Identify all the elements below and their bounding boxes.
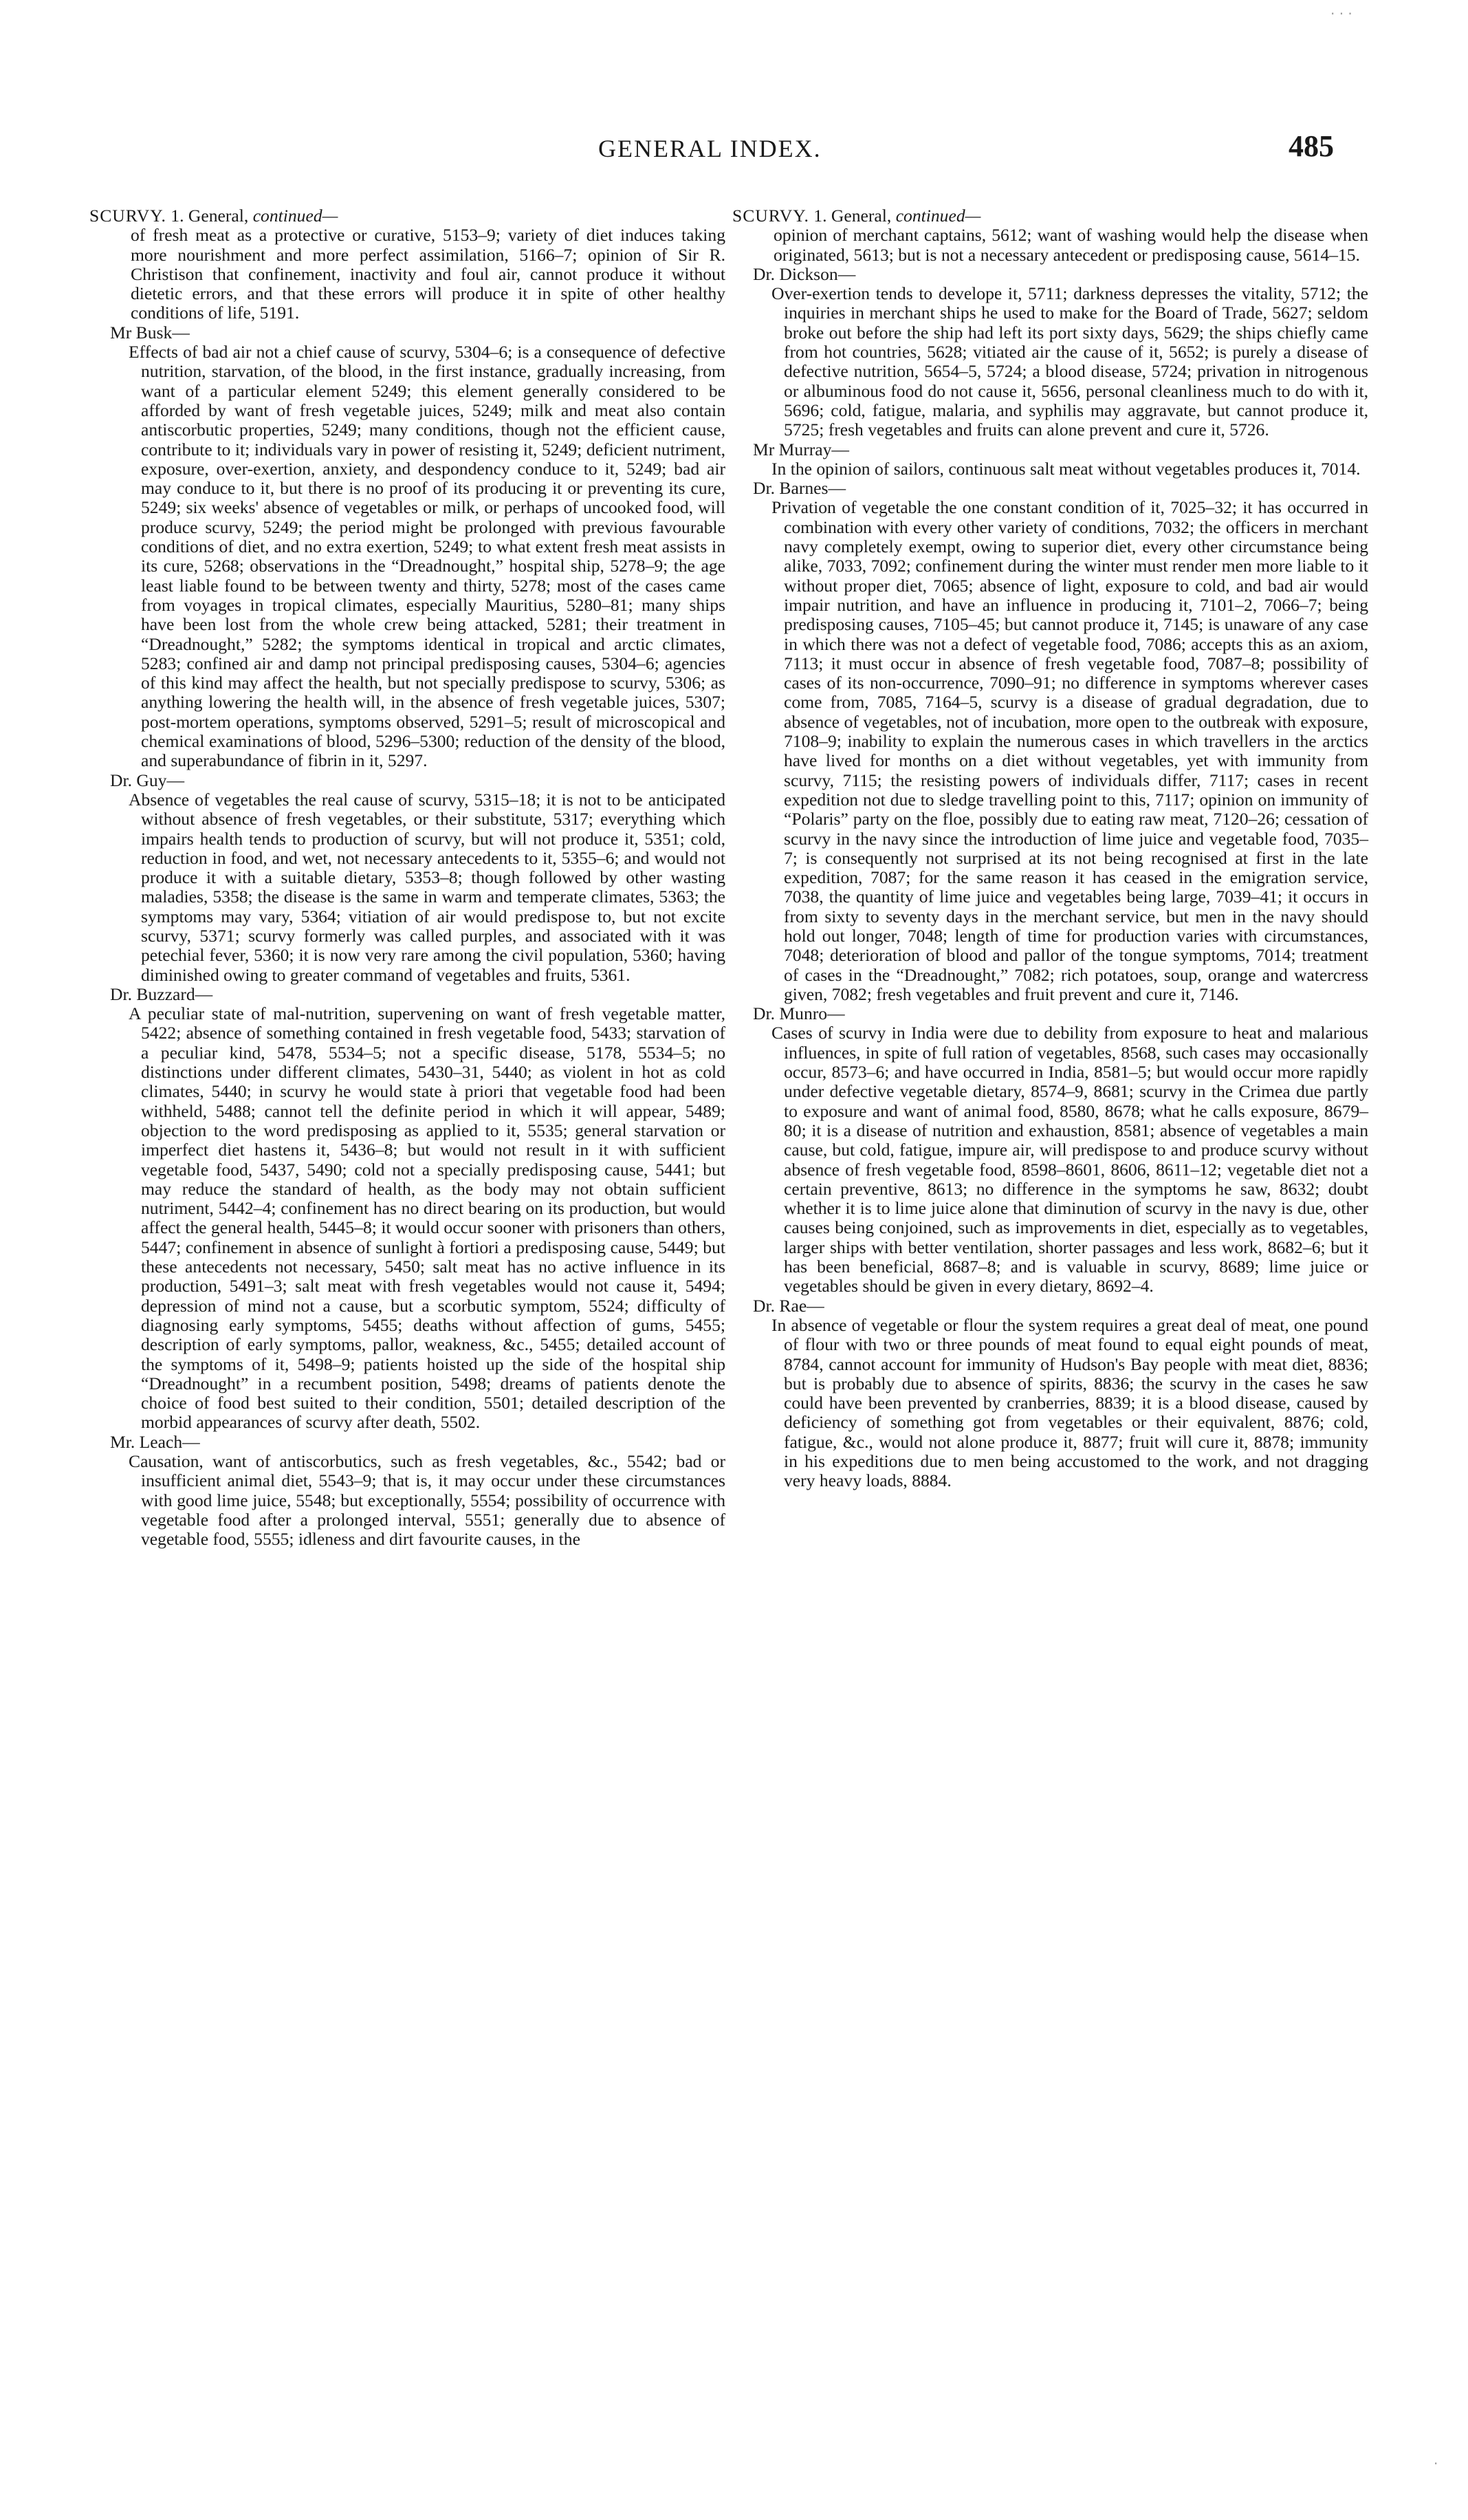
witness-heading: Mr Busk— [110,322,190,343]
topic-number: 1. General, [171,206,249,226]
witness-paragraph: Effects of bad air not a chief cause of scurvy, 5304–6; is a consequence of defective nutrition, starvation, of the blood, in the first instance, gradually increasing, from want of a particular element 5249; this element generally considered to be afforded by want of fresh vegetable juices, 5249; milk and meat also contain antiscorbutic properties, 5249; many conditions, though not the efficient cause, contribute to it; individuals vary in power of resisting it, 5249; deficient nutriment, exposure, over-exertion, anxiety, and despondency conduce to it, 5249; bad air may conduce to it, but there is no proof of its producing it or preventing its cure, 5249; six weeks' absence of vegetables or milk, or perhaps of uncooked food, will produce scurvy, 5249; the period might be prolonged with previous favourable conditions of diet, and no extra exertion, 5249; to what extent fresh meat assists in its cure, 5268; observations in the “Dreadnought,” hospital ship, 5278–9; the age least liable found to be between twenty and thirty, 5278; most of the cases came from voyages in tropical climates, especially Mauritius, 5280–81; many ships have been lost from the whole crew being attacked, 5281; their treatment in “Dreadnought,” 5282; the symptoms identical in tropical and arctic climates, 5283; confined air and damp not principal predisposing causes, 5304–6; agencies of this kind may affect the health, but not specially predispose to scurvy, 5306; as anything lowering the health will, in the absence of fresh vegetable juices, 5307; post-mortem operations, symptoms observed, 5291–5; result of microscopical and chemical examinations of blood, 5296–5300; reduction of the density of the blood, and superabundance of fibrin in it, 5297. [129,342,725,771]
witness-paragraph: In the opinion of sailors, continuous salt meat without vegetables produces it, 7014. [771,458,1361,479]
right-column [732,206,1368,1491]
witness-heading: Dr. Dickson— [753,263,856,284]
topic-continued: continued— [252,206,338,226]
topic-name: SCURVY. [732,206,809,226]
page-header [0,129,1468,175]
witness-heading: Dr. Buzzard— [110,984,213,1004]
witness-heading: Dr. Barnes— [753,478,846,499]
witness-heading: Mr Murray— [753,439,850,459]
opening-paragraph: of fresh meat as a protective or curative, 5153–9; variety of diet induces taking more nourishment and more perfect assimilation, 5166–7; opinion of Sir R. Christison that confinement, inactivity and foul air, cannot produce it without dietetic errors, and that these errors will produce it in spite of other healthy conditions of life, 5191. [131,225,725,323]
topic-heading [89,206,725,226]
topic-name: SCURVY. [89,206,166,226]
witness-paragraph: Cases of scurvy in India were due to debility from exposure to heat and malarious influences, in spite of full ration of vegetables, 8568, such cases may occasionally occur, 8573–6; and have occurred in India, 8581–5; but would occur more rapidly under defective vegetable dietary, 8574–9, 8681; scurvy in the Crimea due partly to exposure and want of animal food, 8580, 8678; what he calls exposure, 8679–80; it is a disease of nutrition and exhaustion, 8581; absence of vegetables a main cause, but cold, fatigue, impure air, will predispose to and produce scurvy without absence of fresh vegetable food, 8598–8601, 8606, 8611–12; vegetable diet not a certain preventive, 8613; no difference in the symptoms he saw, 8632; doubt whether it is to lime juice alone that diminution of scurvy in the navy is due, other causes being conjoined, such as improvements in diet, especially as to vegetables, larger ships with better ventilation, shorter passages and less work, 8682–6; but it has been beneficial, 8687–8; and is valuable in scurvy, 8689; lime juice or vegetables should be given in every dietary, 8692–4. [771,1023,1368,1296]
witness-heading: Dr. Rae— [753,1295,824,1316]
witness-paragraph: In absence of vegetable or flour the system requires a great deal of meat, one pound of flour with two or three pounds of meat found to equal eight pounds of meat, 8784, cannot account for immunity of Hudson's Bay people with meat diet, 8836; but is probably due to absence of spirits, 8836; the scurvy in the cases he saw could have been prevented by cranberries, 8839; it is a blood disease, caused by deficiency of something got from vegetables or their equivalent, 8876; cold, fatigue, &c., would not alone produce it, 8877; fruit will cure it, 8878; immunity in his expeditions due to men being accustomed to the work, and not dragging very heavy loads, 8884. [771,1314,1368,1491]
page-number: 485 [1289,129,1334,163]
scan-speckle: · [1434,2455,1438,2472]
opening-paragraph: opinion of merchant captains, 5612; want of washing would help the disease when originated, 5613; but is not a necessary antecedent or predisposing cause, 5614–15. [774,225,1368,265]
witness-paragraph: Privation of vegetable the one constant condition of it, 7025–32; it has occurred in combination with every other variety of conditions, 7032; the officers in merchant navy completely exempt, owing to superior diet, every other circumstance being alike, 7033, 7092; confinement during the winter must render men more liable to it without proper diet, 7065; absence of light, exposure to cold, and bad air would impair nutrition, and have an influence in producing it, 7101–2, 7066–7; being predisposing causes, 7105–45; but cannot produce it, 7145; is unaware of any case in which there was not a defect of vegetable food, 7086; accepts this as an axiom, 7113; it must occur in absence of fresh vegetable food, 7087–8; possibility of cases of its non-occurrence, 7090–91; no difference in symptoms wherever cases come from, 7085, 7164–5, scurvy is a disease of gradual degradation, due to absence of vegetables, not of incubation, more open to the outbreak with exposure, 7108–9; inability to explain the numerous cases in which travellers in the arctics have lived for months on a diet without vegetables, yet with immunity from scurvy, 7115; the resisting powers of individuals differ, 7117; cases in recent expedition not due to sledge travelling point to this, 7117; opinion on immunity of “Polaris” party on the floe, possibly due to eating raw meat, 7120–26; cessation of scurvy in the navy since the introduction of lime juice and vegetable food, 7035–7; is consequently not surprised at its not being recognised at first in the late expedition, 7087; for the same reason it has ceased in the emigration service, 7038, the quantity of lime juice and vegetables being large, 7039–41; it occurs in from sixty to seventy days in the merchant service, but men in the navy should hold out longer, 7048; length of time for production varies with circumstances, 7048; deterioration of blood and pallor of the tongue symptoms, 7014; treatment of cases in the “Dreadnought,” 7082; rich potatoes, soup, orange and watercress given, 7082; fresh vegetables and fruit prevent and cure it, 7146. [771,497,1368,1004]
scan-speckle: · · · [1330,6,1352,22]
topic-number: 1. General, [813,206,892,226]
witness-heading: Dr. Guy— [110,770,185,790]
topic-heading [732,206,1368,226]
topic-continued: continued— [895,206,981,226]
left-column [89,206,725,1549]
witness-paragraph: A peculiar state of mal-nutrition, supervening on want of fresh vegetable matter, 5422; absence of something contained in fresh vegetable food, 5433; starvation of a peculiar kind, 5478, 5534–5; not a specific disease, 5178, 5534–5; no distinctions under different climates, 5430–31, 5440; as violent in hot as cold climates, 5440; in scurvy he would state à priori that vegetable food had been withheld, 5488; cannot tell the definite period in which it will appear, 5489; objection to the word predisposing as applied to it, 5535; general starvation or imperfect diet hastens it, 5436–8; but would not result in it with sufficient vegetable food, 5437, 5490; cold not a specially predisposing cause, 5441; but may reduce the standard of health, as the body may not obtain sufficient nutriment, 5442–4; confinement has no direct bearing on its production, but would affect the general health, 5445–8; it would occur sooner with prisoners than others, 5447; confinement in absence of sunlight à fortiori a predisposing cause, 5449; but these antecedents not necessary, 5450; salt meat has no active influence in its production, 5491–3; salt meat with fresh vegetables would not cause it, 5494; depression of mind not a cause, but a scorbutic symptom, 5524; difficulty of diagnosing early symptoms, 5455; deaths without affection of gums, 5455; description of early symptoms, pallor, weakness, &c., 5455; detailed account of the symptoms of it, 5498–9; patients hoisted up the side of the hospital ship “Dreadnought” in a recumbent position, 5498; dreams of patients denote the choice of food best suited to their condition, 5501; detailed description of the morbid appearances of scurvy after death, 5502. [129,1003,725,1433]
witness-paragraph: Over-exertion tends to develope it, 5711; darkness depresses the vitality, 5712; the inquiries in merchant ships he used to make for the Board of Trade, 5627; seldom broke out before the ship had left its port sixty days, 5629; the ships chiefly came from hot countries, 5628; vitiated air the cause of it, 5652; is purely a disease of defective nutrition, 5654–5, 5724; a blood disease, 5724; privation in nitrogenous or albuminous food do not cause it, 5656, personal cleanliness much to do with it, 5696; cold, fatigue, malaria, and syphilis may aggravate, but cannot produce it, 5725; fresh vegetables and fruits can alone prevent and cure it, 5726. [771,283,1368,440]
witness-paragraph: Causation, want of antiscorbutics, such as fresh vegetables, &c., 5542; bad or insufficient animal diet, 5543–9; that is, it may occur under these circumstances with good lime juice, 5548; but exceptionally, 5554; possibility of occurrence with vegetable food after a prolonged interval, 5551; generally due to absence of vegetable food, 5555; idleness and dirt favourite causes, in the [129,1451,725,1550]
witness-heading: Mr. Leach— [110,1431,200,1452]
witness-paragraph: Absence of vegetables the real cause of scurvy, 5315–18; it is not to be anticipated without absence of fresh vegetables, or their substitute, 5317; everything which impairs health tends to production of scurvy, but will not produce it, 5351; cold, reduction in food, and wet, not necessary antecedents to it, 5355–6; and would not produce it with a suitable dietary, 5353–8; though followed by other wasting maladies, 5358; the disease is the same in warm and temperate climates, 5363; the symptoms may vary, 5364; vitiation of air would predispose to, but not excite scurvy, 5371; scurvy formerly was called purples, and associated with it was petechial fever, 5360; it is now very rare among the civil population, 5360; having diminished owing to greater command of vegetables and fruits, 5361. [129,789,725,985]
witness-heading: Dr. Munro— [753,1003,845,1024]
running-title: GENERAL INDEX. [598,135,822,162]
